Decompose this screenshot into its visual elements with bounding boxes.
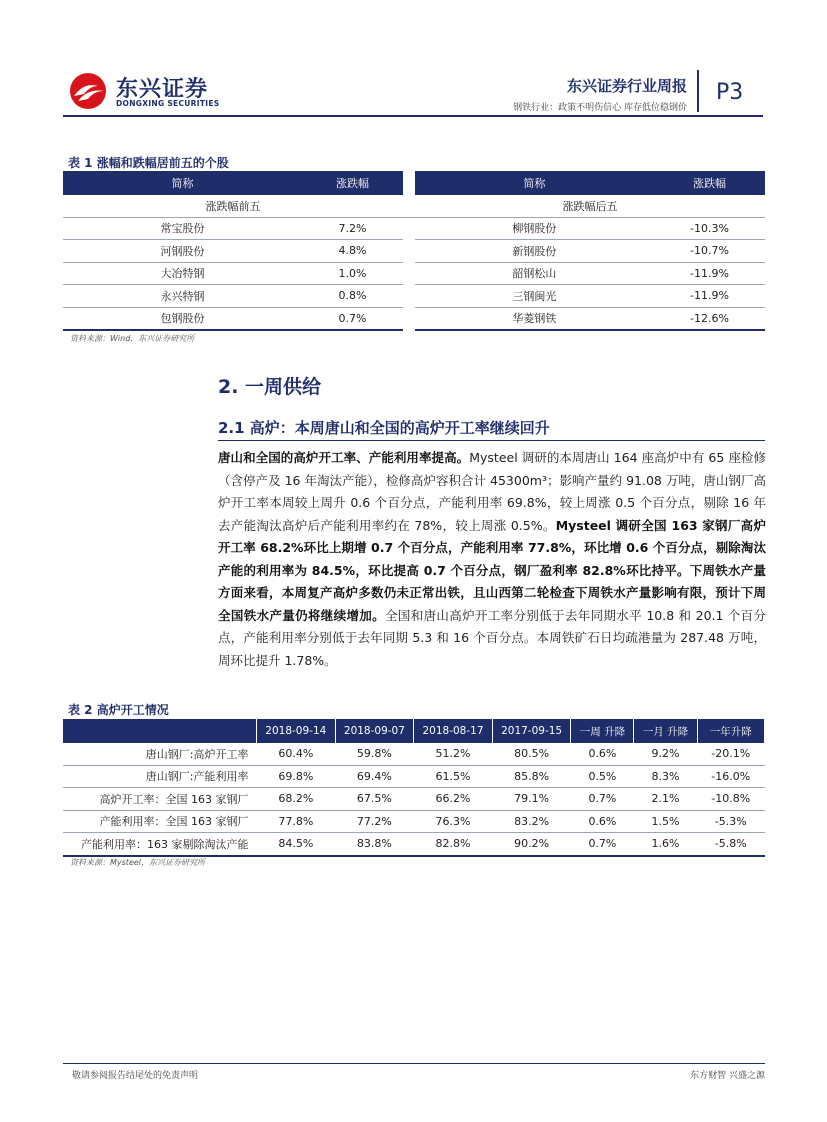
table1-header-name-left: 简称 [63, 171, 302, 195]
company-name-cn: 东兴证券 [116, 77, 209, 102]
table-row: 唐山钢厂:产能利用率 69.8% 69.4% 61.5% 85.8% 0.5% 8.3% -16.0% [63, 765, 765, 788]
table1-header-pct-left: 涨跌幅 [302, 171, 403, 195]
table-row: 常宝股份 7.2% 柳钢股份 -10.3% [63, 217, 765, 240]
table2-caption: 表 2 高炉开工情况 [68, 703, 169, 717]
table-row: 高炉开工率：全国 163 家钢厂 68.2% 67.5% 66.2% 79.1% 0.7% 2.1% -10.8% [63, 788, 765, 811]
table1-source: 资料来源：Wind，东兴证券研究所 [70, 334, 195, 343]
top-movers-table [63, 171, 765, 331]
blast-furnace-table [63, 719, 765, 857]
table2-source: 资料来源：Mysteel，东兴证券研究所 [70, 858, 206, 867]
table-row: 大冶特钢 1.0% 韶钢松山 -11.9% [63, 262, 765, 285]
table2-header-col2: 2018-09-07 [335, 719, 414, 743]
report-title: 东兴证券行业周报 [566, 77, 687, 95]
table-row: 河钢股份 4.8% 新钢股份 -10.7% [63, 240, 765, 263]
table2-header-year: 一年升降 [697, 719, 764, 743]
table1-header-pct-right: 涨跌幅 [654, 171, 765, 195]
header-rule [63, 115, 763, 117]
paragraph-text-1: Mysteel 调研的本周唐山 164 座高炉中有 65 座检修（含停产及 16 年淘汰产能），检修高炉容积合计 45300m³；影响产量约 91.08 万吨，唐山钢厂高炉开工率本周较上周升 0.6 个百分点，产能利用率 69.8%，较上周涨 0.5 个百分点，剔除 16 年去产能淘汰高炉后产能利用率约在 78%，较上周涨 0.5%。 [218, 450, 766, 533]
table1-caption: 表 1 涨幅和跌幅居前五的个股 [68, 156, 229, 170]
footer-slogan: 东方财智 兴盛之源 [690, 1071, 765, 1081]
subsection-rule [218, 440, 765, 441]
table1-section-bottom5: 涨跌幅后五 [415, 195, 765, 217]
table2-header-month: 一月 升降 [634, 719, 697, 743]
footer-disclaimer: 敬请参阅报告结尾处的免责声明 [72, 1071, 199, 1081]
table-row: 永兴特钢 0.8% 三钢闽光 -11.9% [63, 285, 765, 308]
section-heading: 2. 一周供给 [218, 376, 322, 398]
table1-section-top5: 涨跌幅前五 [63, 195, 403, 217]
table-row: 产能利用率：163 家剔除淘汰产能 84.5% 83.8% 82.8% 90.2% 0.7% 1.6% -5.8% [63, 833, 765, 856]
table-row: 产能利用率：全国 163 家钢厂 77.8% 77.2% 76.3% 83.2% 0.6% 1.5% -5.3% [63, 810, 765, 833]
table2-header-week: 一周 升降 [571, 719, 634, 743]
table2-header-col4: 2017-09-15 [492, 719, 571, 743]
table1-header-name-right: 简称 [415, 171, 654, 195]
paragraph-bold-lead: 唐山和全国的高炉开工率、产能利用率提高。 [218, 450, 470, 465]
report-subtitle: 钢铁行业：政策不明伤信心 库存低位稳钢价 [513, 103, 687, 113]
table2-header-col3: 2018-08-17 [414, 719, 493, 743]
company-name-en: DONGXING SECURITIES [116, 99, 220, 108]
paragraph-bold-2: Mysteel 调研全国 163 家钢厂高炉开工率 68.2%环比上期增 0.7 个百分点，产能利用率 77.8%，环比增 0.6 个百分点，剔除淘汰产能的利用率为 84.5%，环比提高 0.7 个百分点，钢厂盈利率 82.8%环比持平。下周铁水产量方面来看，本周复产高炉多数仍未正常出铁，且山西第二轮检查下周铁水产量影响有限，预计下周全国铁水产量仍将继续增加。 [218, 517, 766, 623]
footer-rule [63, 1063, 765, 1064]
subsection-heading: 2.1 高炉：本周唐山和全国的高炉开工率继续回升 [218, 419, 550, 437]
paragraph-text-2: 全国和唐山高炉开工率分别低于去年同期水平 10.8 和 20.1 个百分点，产能利用率分别低于去年同期 5.3 和 16 个百分点。本周铁矿石日均疏港量为 287.48 万吨，周环比提升 1.78%。 [218, 607, 766, 668]
table-row: 包钢股份 0.7% 华菱钢铁 -12.6% [63, 307, 765, 330]
header-divider [697, 70, 699, 112]
company-logo-icon [68, 72, 112, 110]
page-number: P3 [716, 80, 744, 105]
body-paragraph [218, 447, 766, 672]
table2-header-label [63, 719, 257, 743]
table2-header-col1: 2018-09-14 [257, 719, 336, 743]
table-row: 唐山钢厂:高炉开工率 60.4% 59.8% 51.2% 80.5% 0.6% 9.2% -20.1% [63, 743, 765, 765]
